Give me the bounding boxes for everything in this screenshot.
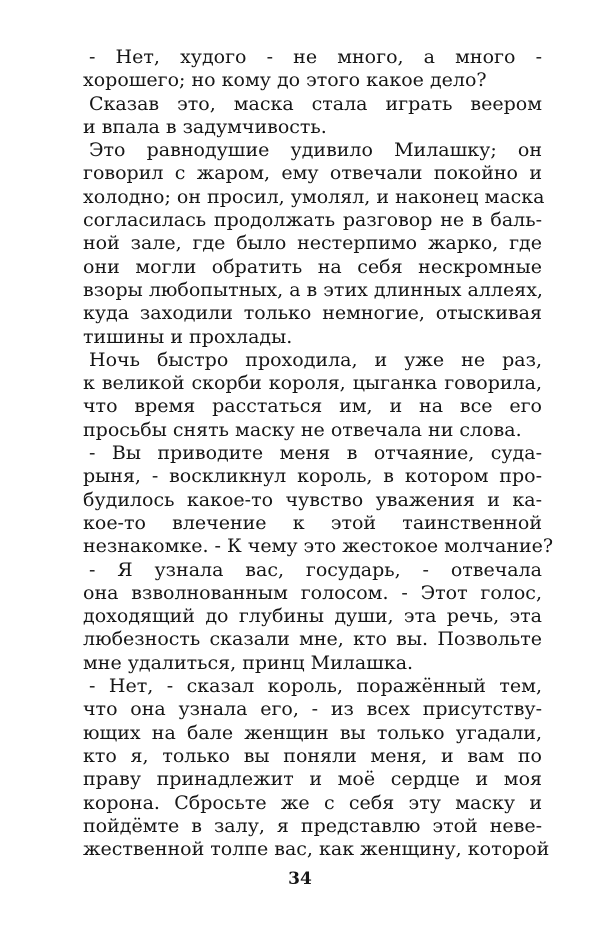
text-line: - Вы приводите меня в отчаяние, суда- [89, 442, 542, 465]
text-line: будилось какое-то чувство уважения и ка- [83, 488, 542, 511]
text-line: рыня, - воскликнул король, в котором про- [83, 465, 542, 488]
text-line: - Нет, - сказал король, поражённый тем, [89, 675, 542, 698]
body-text [83, 46, 554, 861]
text-line: праву принадлежит и моё сердце и моя [83, 768, 542, 791]
text-line: и впала в задумчивость. [83, 115, 327, 138]
text-line: куда заходили только немногие, отыскивая [83, 302, 542, 325]
text-line: что время расстаться им, и на все его [83, 395, 542, 418]
text-line: кто я, только вы поняли меня, и вам по [83, 744, 542, 767]
text-line: хорошего; но кому до этого какое дело? [83, 69, 487, 92]
text-line: Сказав это, маска стала играть веером [89, 92, 542, 115]
text-line: согласилась продолжать разговор не в баль- [83, 209, 542, 232]
text-line: что она узнала его, - из всех присутству- [83, 698, 542, 721]
text-line: - Нет, худого - не много, а много - [89, 46, 542, 68]
text-line: жественной толпе вас, как женщину, которой [83, 838, 550, 861]
text-line: кое-то влечение к этой таинственной [83, 511, 542, 534]
page-number: 34 [288, 869, 312, 889]
text-line: любезность сказали мне, кто вы. Позвольте [83, 628, 542, 651]
text-line: она взволнованным голосом. - Этот голос, [83, 581, 542, 604]
text-line: к великой скорби короля, цыганка говорила, [83, 372, 542, 395]
text-line: они могли обратить на себя нескромные [83, 255, 542, 278]
text-line: ющих на бале женщин вы только угадали, [83, 721, 542, 744]
text-line: Ночь быстро проходила, и уже не раз, [89, 348, 542, 371]
text-line: мне удалиться, принц Милашка. [83, 651, 414, 674]
text-line: корона. Сбросьте же с себя эту маску и [83, 791, 542, 814]
text-line: ной зале, где было нестерпимо жарко, где [83, 232, 542, 255]
text-line: пойдёмте в залу, я представлю этой неве- [83, 814, 542, 837]
text-line: тишины и прохлады. [83, 325, 293, 348]
text-line: взоры любопытных, а в этих длинных аллеях, [83, 278, 543, 301]
text-line: холодно; он просил, умолял, и наконец маска [83, 185, 545, 208]
text-line: говорил с жаром, ему отвечали покойно и [83, 162, 542, 185]
text-line: - Я узнала вас, государь, - отвечала [89, 558, 542, 581]
text-line: незнакомке. - К чему это жестокое молчание? [83, 535, 554, 558]
text-line: просьбы снять маску не отвечала ни слова. [83, 418, 522, 441]
text-line: Это равнодушие удивило Милашку; он [89, 139, 542, 162]
text-line: доходящий до глубины души, эта речь, эта [83, 605, 542, 628]
